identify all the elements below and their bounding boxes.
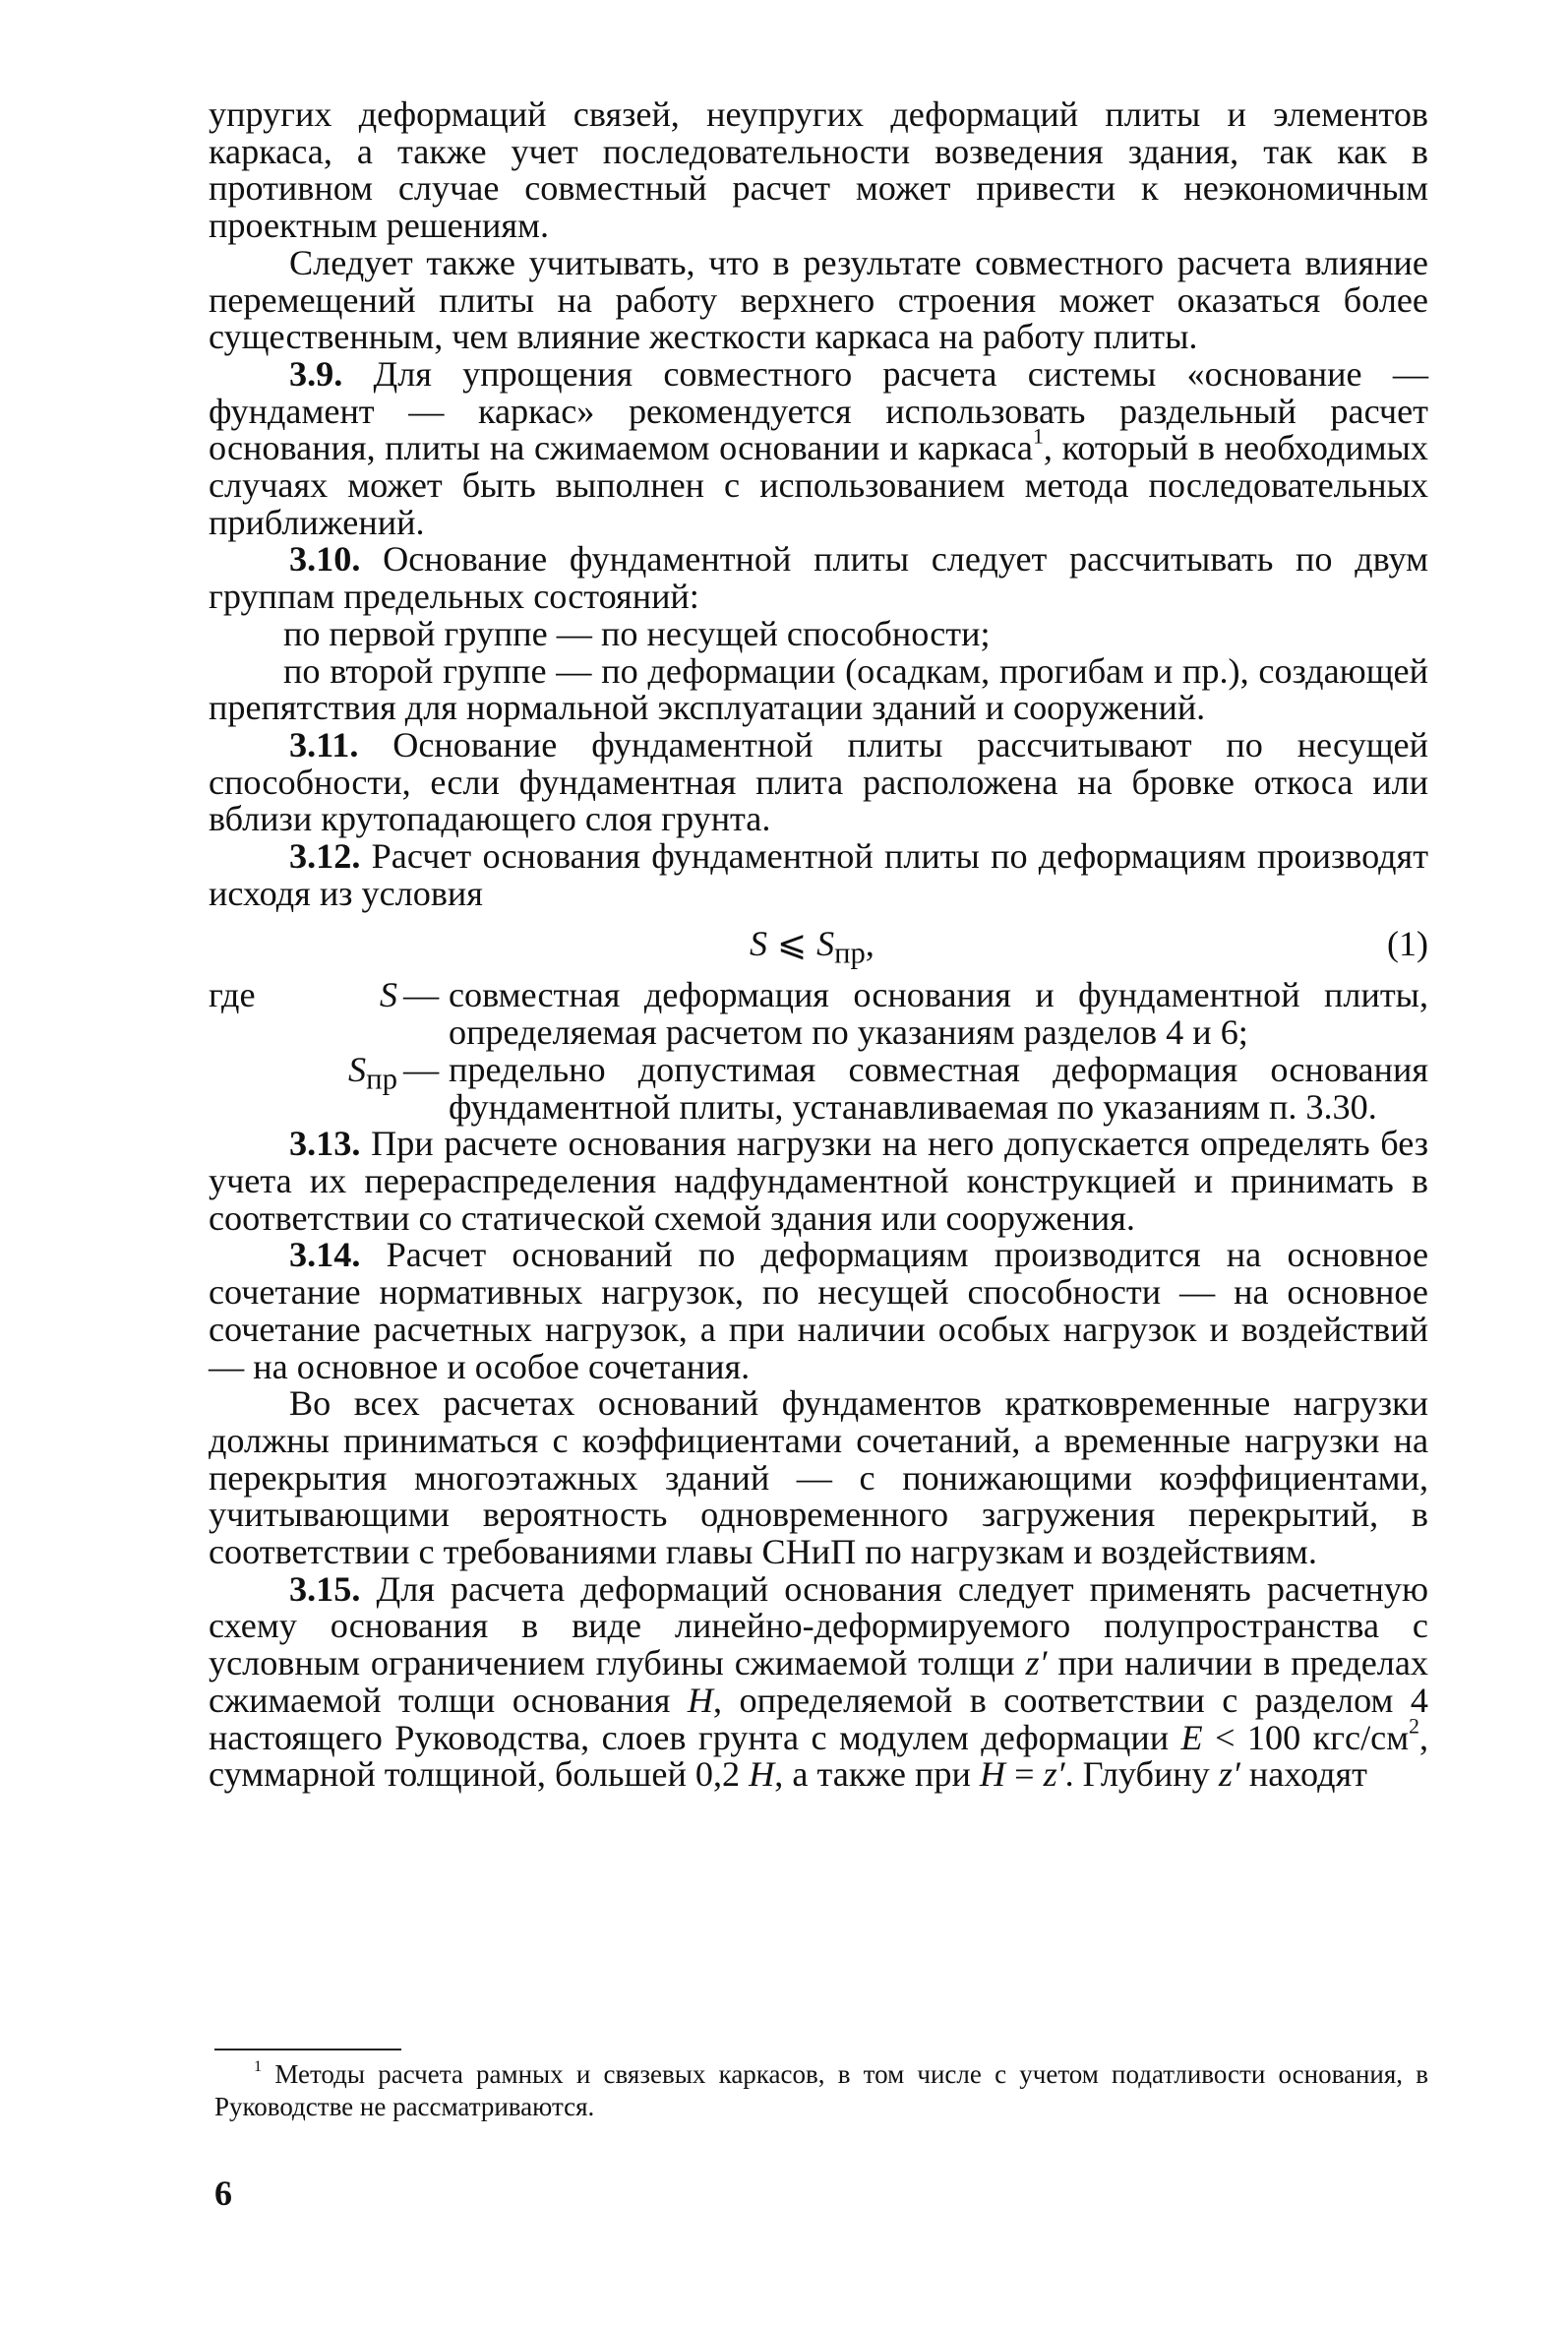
var-h: H xyxy=(979,1754,1006,1795)
footnote xyxy=(214,2058,1428,2123)
paragraph-continuation: упругих деформаций связей, неупругих деформаций плиты и элементов каркаса, а также учет последовательности возведения здания, так как в противном случае совместный расчет может привести к неэкономичным проектным решениям. xyxy=(209,94,1428,246)
clause-text: Расчет основания фундаментной плиты по деформациям производят исходя из условия xyxy=(209,836,1429,913)
formula-tail: , xyxy=(865,924,874,964)
clause-number: 3.14. xyxy=(289,1235,361,1275)
var-z: z′ xyxy=(1043,1754,1065,1795)
var-z: z′ xyxy=(1025,1643,1048,1683)
clause-text-end: , который в необходимых случаях может быть выполнен с использованием метода последовательных приближений. xyxy=(209,428,1428,542)
formula-lhs: S xyxy=(750,924,767,964)
clause-text: , а также при xyxy=(774,1754,971,1795)
where-dash: — xyxy=(403,975,440,1015)
list-item: по второй группе — по деформации (осадкам, прогибам и пр.), создающей препятствия для нормальной эксплуатации зданий и сооружений. xyxy=(209,650,1428,728)
where-description: предельно допустимая совместная деформация основания фундаментной плиты, устанавливаемая по указаниям п. 3.30. xyxy=(449,1049,1428,1127)
where-row xyxy=(209,1049,1428,1127)
formula-1 xyxy=(209,924,1428,971)
clause-3-14 xyxy=(209,1237,1428,1385)
clause-text: при наличии в пределах сжимаемой толщи основания xyxy=(209,1643,1429,1720)
where-label: где xyxy=(209,975,256,1015)
where-row xyxy=(209,977,1428,1051)
clause-3-9 xyxy=(209,353,1429,542)
clause-number: 3.15. xyxy=(289,1568,361,1609)
clause-3-11 xyxy=(209,724,1428,839)
clause-number: 3.11. xyxy=(289,724,359,765)
clause-text: находят xyxy=(1248,1754,1367,1795)
clause-text: Расчет оснований по деформациям производится на основное сочетание нормативных нагрузок, по несущей способности — на основное сочетание расчетных нагрузок, а при наличии особых нагрузок и воздействий — на основное и особое сочетания. xyxy=(209,1235,1429,1386)
clause-text: , суммарной толщиной, большей 0,2 xyxy=(209,1717,1428,1795)
footnote-mark: 1 xyxy=(254,2056,263,2075)
clause-text: < 100 кгс/см xyxy=(1215,1717,1410,1757)
paragraph-loads: Во всех расчетах оснований фундаментов кратковременные нагрузки должны приниматься с коэффициентами сочетаний, а временные нагрузки на перекрытия многоэтажных зданий — с понижающими коэффициентами, учитывающими вероятность одновременного загружения перекрытий, в соответствии с требованиями главы СНиП по нагрузкам и воздействиям. xyxy=(209,1383,1428,1572)
footnote-divider xyxy=(214,2049,401,2050)
var-h: H xyxy=(687,1680,713,1720)
clause-number: 3.10. xyxy=(289,539,361,580)
formula-rhs-subscript: пр xyxy=(834,937,866,971)
clause-text: Основание фундаментной плиты рассчитывают по несущей способности, если фундаментная плита расположена на бровке откоса или вблизи крутопадающего слоя грунта. xyxy=(209,724,1428,839)
where-dash: — xyxy=(403,1049,440,1089)
footnote-reference: 1 xyxy=(1032,425,1044,450)
clause-number: 3.9. xyxy=(289,353,343,394)
formula-number: (1) xyxy=(1387,924,1428,964)
paragraph-note: Следует также учитывать, что в результате совместного расчета влияние перемещений плиты на работу верхнего строения может оказаться более существенным, чем влияние жесткости каркаса на работу плиты. xyxy=(209,242,1428,357)
clause-text: , определяемой в соответствии с разделом 4 настоящего Руководства, слоев грунта с модулем деформации xyxy=(209,1680,1428,1757)
page-number: 6 xyxy=(214,2173,232,2213)
superscript-2: 2 xyxy=(1409,1714,1419,1739)
formula-relation: ⩽ xyxy=(777,924,808,964)
var-z: z′ xyxy=(1218,1754,1240,1795)
where-symbol: S xyxy=(379,975,397,1015)
clause-number: 3.12. xyxy=(289,836,361,877)
clause-text: При расчете основания нагрузки на него допускается определять без учета их перераспределения надфундаментной конструкцией и принимать в соответствии со статической схемой здания или сооружения. xyxy=(209,1124,1429,1238)
clause-text: Основание фундаментной плиты следует рассчитывать по двум группам предельных состояний: xyxy=(209,539,1428,617)
clause-3-15 xyxy=(209,1568,1429,1795)
clause-text: Для расчета деформаций основания следует применять расчетную схему основания в виде линейно-деформируемого полупространства с условным ограничением глубины сжимаемой толщи xyxy=(209,1568,1428,1683)
footnote-text: Методы расчета рамных и связевых каркасов, в том числе с учетом податливости основания, в Руководстве не рассматриваются. xyxy=(214,2059,1428,2121)
equals-sign: = xyxy=(1014,1754,1035,1795)
formula-expression xyxy=(750,926,874,972)
clause-text: Для упрощения совместного расчета системы «основание — фундамент — каркас» рекомендуется использовать раздельный расчет основания, плиты на сжимаемом основании и каркаса xyxy=(209,353,1429,468)
var-h: H xyxy=(749,1754,775,1795)
formula-rhs: S xyxy=(816,924,835,964)
clause-text: . Глубину xyxy=(1064,1754,1210,1795)
clause-3-13 xyxy=(209,1126,1428,1237)
clause-3-12 xyxy=(209,838,1428,912)
where-description: совместная деформация основания и фундаментной плиты, определяемая расчетом по указаниям разделов 4 и 6; xyxy=(449,975,1428,1053)
list-item: по первой группе — по несущей способности; xyxy=(283,613,991,653)
where-symbol: $S_{пр}$ xyxy=(348,1049,397,1096)
clause-number: 3.13. xyxy=(289,1124,361,1164)
clause-3-10 xyxy=(209,541,1428,615)
body-text xyxy=(209,96,1428,1794)
where-label-empty xyxy=(209,1052,289,1126)
var-e: E xyxy=(1180,1717,1203,1757)
